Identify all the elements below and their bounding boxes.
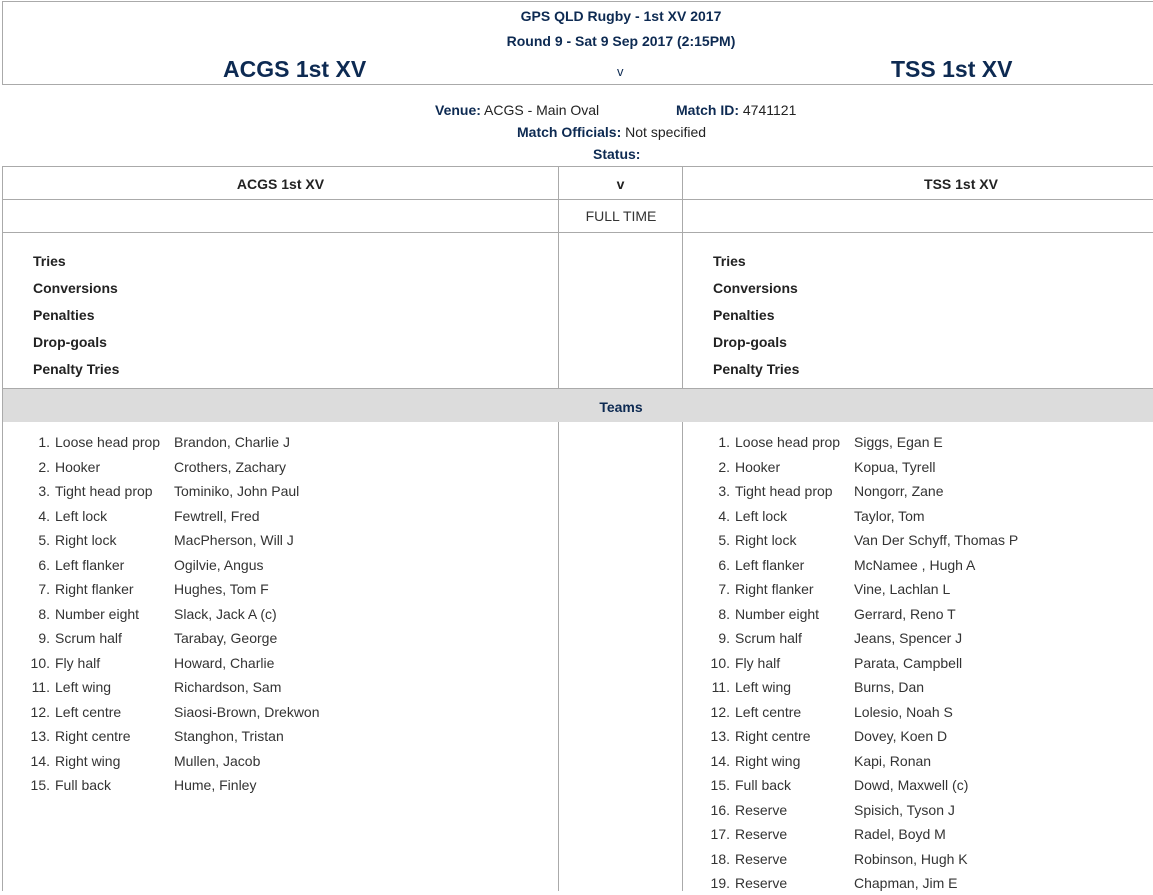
player-number: 11. — [31, 679, 50, 695]
player-position: Hooker — [735, 458, 781, 475]
player-name: Parata, Campbell — [854, 654, 963, 671]
player-name: Vine, Lachlan L — [854, 581, 951, 597]
player-name: Dovey, Koen D — [854, 728, 948, 744]
venue-value: ACGS - Main Oval — [484, 102, 600, 118]
player-number: 9. — [38, 630, 50, 646]
column-divider — [682, 422, 683, 891]
player-position: Full back — [735, 777, 792, 793]
player-position: Fly half — [735, 654, 781, 671]
away-player-row — [684, 802, 1144, 822]
home-player-row — [4, 508, 464, 528]
away-player-row — [684, 459, 1144, 479]
player-name: McNamee , Hugh A — [854, 556, 976, 573]
home-player-row — [4, 483, 464, 503]
player-position: Left centre — [55, 703, 122, 720]
player-number: 13. — [710, 728, 730, 744]
venue-label: Venue: — [435, 102, 481, 118]
away-penalty-tries-label: Penalty Tries — [713, 361, 800, 377]
player-position: Right flanker — [735, 581, 814, 597]
home-player-row — [4, 655, 464, 675]
status-label: Status: — [593, 146, 641, 162]
player-name: Mullen, Jacob — [174, 752, 261, 769]
player-position: Right wing — [735, 752, 801, 769]
player-position: Hooker — [55, 458, 101, 475]
home-column-header: ACGS 1st XV — [236, 176, 325, 192]
away-player-row — [684, 875, 1144, 895]
home-player-row — [4, 679, 464, 699]
player-name: Burns, Dan — [854, 679, 925, 695]
officials-value: Not specified — [625, 124, 707, 140]
player-name: Taylor, Tom — [854, 507, 925, 524]
away-player-row — [684, 581, 1144, 601]
player-name: Lolesio, Noah S — [854, 703, 953, 720]
player-name: Crothers, Zachary — [174, 458, 287, 475]
player-number: 7. — [38, 581, 50, 597]
away-player-row — [684, 630, 1144, 650]
officials-label: Match Officials: — [517, 124, 622, 140]
status-info — [593, 146, 640, 162]
player-name: Siggs, Egan E — [854, 434, 943, 450]
player-name: Slack, Jack A (c) — [174, 605, 277, 622]
row-divider — [3, 199, 1153, 200]
player-name: Richardson, Sam — [174, 679, 282, 695]
match-result-status: FULL TIME — [585, 208, 657, 224]
player-position: Right wing — [55, 752, 121, 769]
player-position: Left wing — [55, 679, 112, 695]
away-column-header: TSS 1st XV — [924, 176, 998, 192]
player-name: Ogilvie, Angus — [174, 556, 264, 573]
player-name: Hume, Finley — [174, 777, 257, 793]
away-drop-goals-label: Drop-goals — [713, 334, 787, 350]
column-divider — [558, 422, 559, 891]
match-header — [2, 1, 1153, 85]
player-position: Right centre — [735, 728, 811, 744]
home-penalty-tries-label: Penalty Tries — [33, 361, 120, 377]
player-name: Radel, Boyd M — [854, 826, 946, 842]
away-team-title: TSS 1st XV — [891, 56, 1013, 82]
player-position: Reserve — [735, 850, 788, 867]
home-player-row — [4, 532, 464, 552]
player-number: 2. — [38, 458, 50, 475]
column-divider — [682, 167, 683, 389]
player-number: 3. — [38, 483, 50, 499]
player-number: 18. — [710, 850, 730, 867]
player-number: 14. — [30, 752, 50, 769]
away-player-row — [684, 777, 1144, 797]
player-number: 8. — [38, 605, 50, 622]
player-name: Chapman, Jim E — [854, 875, 958, 891]
player-position: Loose head prop — [735, 434, 841, 450]
player-position: Right centre — [55, 728, 131, 744]
player-name: Kapi, Ronan — [854, 752, 932, 769]
player-position: Reserve — [735, 875, 788, 891]
player-number: 1. — [718, 434, 730, 450]
away-player-row — [684, 728, 1144, 748]
player-number: 7. — [718, 581, 730, 597]
player-position: Left wing — [735, 679, 792, 695]
home-player-row — [4, 777, 464, 797]
player-number: 16. — [710, 801, 730, 818]
home-player-row — [4, 728, 464, 748]
player-position: Reserve — [735, 801, 788, 818]
player-position: Tight head prop — [55, 483, 153, 499]
home-penalties-label: Penalties — [33, 307, 95, 323]
match-id-label: Match ID: — [676, 102, 739, 118]
home-team-title: ACGS 1st XV — [223, 56, 367, 82]
player-number: 3. — [718, 483, 730, 499]
player-position: Left lock — [55, 507, 108, 524]
match-id-info — [676, 102, 796, 118]
player-number: 17. — [710, 826, 730, 842]
player-number: 15. — [710, 777, 730, 793]
player-position: Loose head prop — [55, 434, 161, 450]
home-player-row — [4, 434, 464, 454]
player-number: 5. — [718, 532, 730, 548]
home-player-row — [4, 753, 464, 773]
player-name: Spisich, Tyson J — [854, 801, 955, 818]
away-conversions-label: Conversions — [713, 280, 798, 296]
player-name: MacPherson, Will J — [174, 532, 294, 548]
player-name: Howard, Charlie — [174, 654, 275, 671]
player-position: Full back — [55, 777, 112, 793]
player-position: Right lock — [55, 532, 117, 548]
column-divider — [558, 167, 559, 389]
player-number: 11. — [711, 679, 730, 695]
player-name: Fewtrell, Fred — [174, 507, 260, 524]
away-player-row — [684, 655, 1144, 675]
home-player-row — [4, 630, 464, 650]
player-number: 2. — [718, 458, 730, 475]
player-position: Scrum half — [55, 630, 122, 646]
home-player-row — [4, 581, 464, 601]
player-name: Van Der Schyff, Thomas P — [854, 532, 1019, 548]
versus-column-header: v — [616, 176, 625, 192]
home-conversions-label: Conversions — [33, 280, 118, 296]
round-info: Round 9 - Sat 9 Sep 2017 (2:15PM) — [506, 33, 736, 49]
player-name: Tarabay, George — [174, 630, 278, 646]
player-position: Scrum half — [735, 630, 802, 646]
player-name: Stanghon, Tristan — [174, 728, 284, 744]
player-number: 4. — [38, 507, 50, 524]
player-name: Tominiko, John Paul — [174, 483, 300, 499]
player-number: 10. — [30, 654, 50, 671]
venue-info — [435, 102, 599, 118]
player-name: Kopua, Tyrell — [854, 458, 936, 475]
away-player-row — [684, 508, 1144, 528]
player-position: Left flanker — [735, 556, 805, 573]
player-position: Left lock — [735, 507, 788, 524]
match-id-value: 4741121 — [742, 102, 797, 118]
away-player-row — [684, 532, 1144, 552]
player-name: Dowd, Maxwell (c) — [854, 777, 969, 793]
player-number: 6. — [718, 556, 730, 573]
player-position: Tight head prop — [735, 483, 833, 499]
player-name: Robinson, Hugh K — [854, 850, 968, 867]
row-divider — [3, 232, 1153, 233]
home-player-row — [4, 704, 464, 724]
player-name: Brandon, Charlie J — [174, 434, 290, 450]
match-table — [2, 166, 1153, 891]
home-player-row — [4, 606, 464, 626]
player-name: Hughes, Tom F — [174, 581, 269, 597]
player-number: 13. — [30, 728, 50, 744]
home-drop-goals-label: Drop-goals — [33, 334, 107, 350]
away-player-row — [684, 851, 1144, 871]
away-tries-label: Tries — [713, 253, 746, 269]
player-number: 4. — [718, 507, 730, 524]
officials-info — [517, 124, 706, 140]
player-name: Jeans, Spencer J — [854, 630, 963, 646]
player-position: Right lock — [735, 532, 797, 548]
player-position: Number eight — [55, 605, 140, 622]
away-player-row — [684, 704, 1144, 724]
player-name: Siaosi-Brown, Drekwon — [174, 703, 320, 720]
player-number: 5. — [38, 532, 50, 548]
away-player-row — [684, 434, 1144, 454]
player-number: 10. — [710, 654, 730, 671]
player-number: 12. — [30, 703, 50, 720]
away-player-row — [684, 679, 1144, 699]
home-tries-label: Tries — [33, 253, 66, 269]
competition-title: GPS QLD Rugby - 1st XV 2017 — [520, 8, 722, 24]
home-player-row — [4, 557, 464, 577]
player-position: Reserve — [735, 826, 788, 842]
away-player-row — [684, 753, 1144, 773]
player-number: 12. — [710, 703, 730, 720]
player-number: 14. — [710, 752, 730, 769]
player-name: Nongorr, Zane — [854, 483, 944, 499]
player-number: 15. — [30, 777, 50, 793]
away-player-row — [684, 826, 1144, 846]
player-position: Number eight — [735, 605, 820, 622]
player-number: 8. — [718, 605, 730, 622]
home-player-row — [4, 459, 464, 479]
player-number: 6. — [38, 556, 50, 573]
away-player-row — [684, 483, 1144, 503]
away-penalties-label: Penalties — [713, 307, 775, 323]
player-position: Right flanker — [55, 581, 134, 597]
teams-section-title: Teams — [599, 399, 643, 415]
player-position: Fly half — [55, 654, 101, 671]
player-position: Left flanker — [55, 556, 125, 573]
player-number: 1. — [38, 434, 50, 450]
player-position: Left centre — [735, 703, 802, 720]
player-number: 19. — [710, 875, 730, 891]
away-player-row — [684, 606, 1144, 626]
player-name: Gerrard, Reno T — [854, 605, 956, 622]
versus-label: v — [617, 64, 624, 79]
player-number: 9. — [718, 630, 730, 646]
away-player-row — [684, 557, 1144, 577]
